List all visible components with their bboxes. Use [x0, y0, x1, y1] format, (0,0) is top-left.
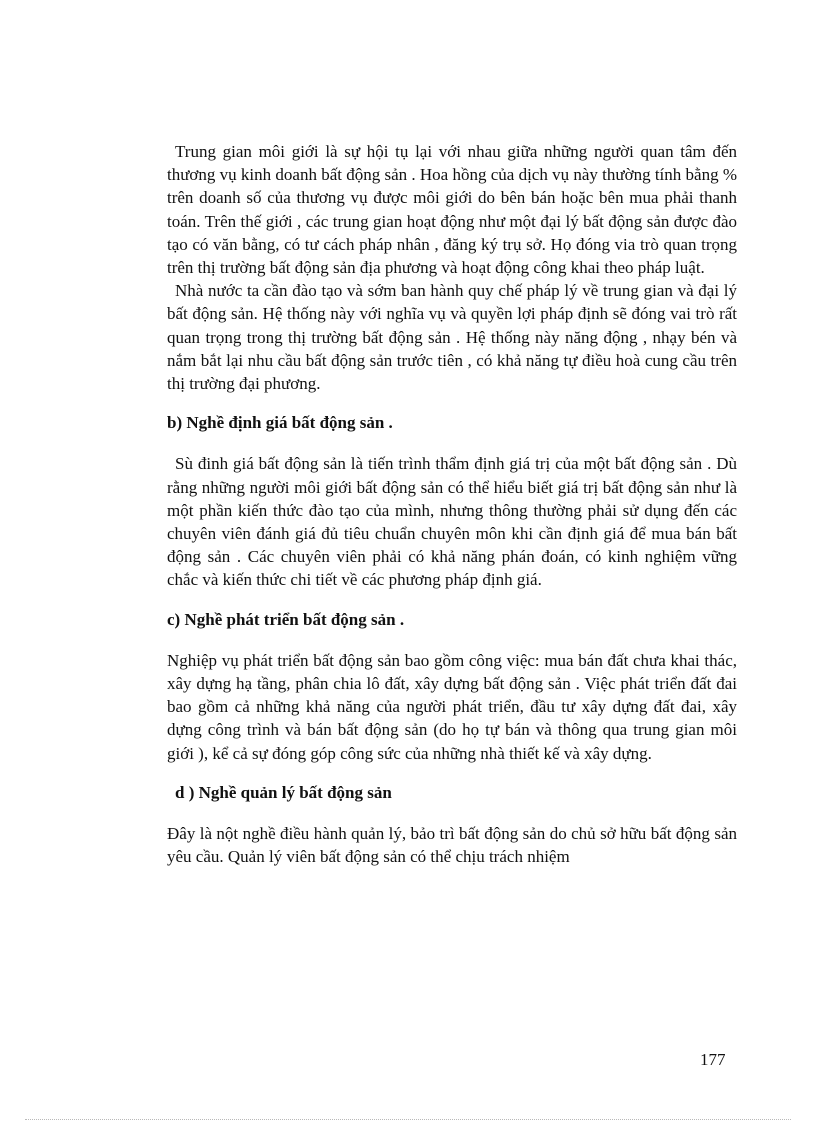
paragraph-management: Đây là nột nghề điều hành quản lý, bảo trì bất động sản do chủ sở hữu bất động sản yêu cầu. Quản lý viên bất động sản có thể chịu trách nhiệm [167, 824, 737, 867]
paragraph-brokerage: Trung gian môi giới là sự hội tụ lại với nhau giữa những người quan tâm đến thương vụ kinh doanh bất động sản . Hoa hồng của dịch vụ này thường tính bằng % trên doanh số của thương vụ được môi giới do bên bán hoặc bên mua phải thanh toán. Trên thế giới , các trung gian hoạt động như một đại lý bất động sản được đào tạo có văn bằng, có tư cách pháp nhân , đăng ký trụ sở. Họ đóng via trò quan trọng trên thị trường bất động sản địa phương và hoạt động công khai theo pháp luật. [167, 142, 737, 278]
spacer [167, 592, 737, 608]
spacer [167, 395, 737, 411]
page-bottom-border [25, 1119, 791, 1120]
paragraph-development: Nghiệp vụ phát triển bất động sản bao gồm công việc: mua bán đất chưa khai thác, xây dựng hạ tầng, phân chia lô đất, xây dựng bất động sản . Việc phát triển đất đai bao gồm cả những khả năng của người phát triển, đầu tư xây dựng đất đai, xây dựng công trình và bán bất động sản (do họ tự bán và thông qua trung gian môi giới ), kể cả sự đóng góp công sức của những nhà thiết kế và xây dựng. [167, 650, 737, 763]
heading-management: d ) Nghề quản lý bất động sản [175, 782, 392, 802]
spacer [167, 434, 737, 452]
page-content [167, 140, 737, 868]
spacer [167, 631, 737, 649]
heading-valuation: b) Nghề định giá bất động sản . [167, 413, 393, 433]
heading-development: c) Nghề phát triển bất động sản . [167, 609, 405, 629]
spacer [167, 804, 737, 822]
page-number: 177 [700, 1050, 726, 1069]
spacer [167, 765, 737, 781]
paragraph-valuation: Sù đinh giá bất động sản là tiến trình thẩm định giá trị của một bất động sản . Dù rằng những người môi giới bất động sản có thể hiểu biết giá trị bất động sản như là một phần kiến thức đào tạo của mình, nhưng thông thường phải sử dụng đến các chuyên viên đánh giá đủ tiêu chuẩn chuyên môn khi cần định giá để mua bán bất động sản . Các chuyên viên phải có khả năng phán đoán, có kinh nghiệm vững chắc và kiến thức chi tiết về các phương pháp định giá. [167, 454, 737, 590]
paragraph-state-regulation: Nhà nước ta cần đào tạo và sớm ban hành quy chế pháp lý về trung gian và đại lý bất động sản. Hệ thống này với nghĩa vụ và quyền lợi pháp định sẽ đóng vai trò rất quan trọng trong thị trường bất động sản . Hệ thống này năng động , nhạy bén và nắm bắt lại nhu cầu bất động sản trước tiên , có khả năng tự điều hoà cung cầu trên thị trường đại phương. [167, 281, 737, 394]
